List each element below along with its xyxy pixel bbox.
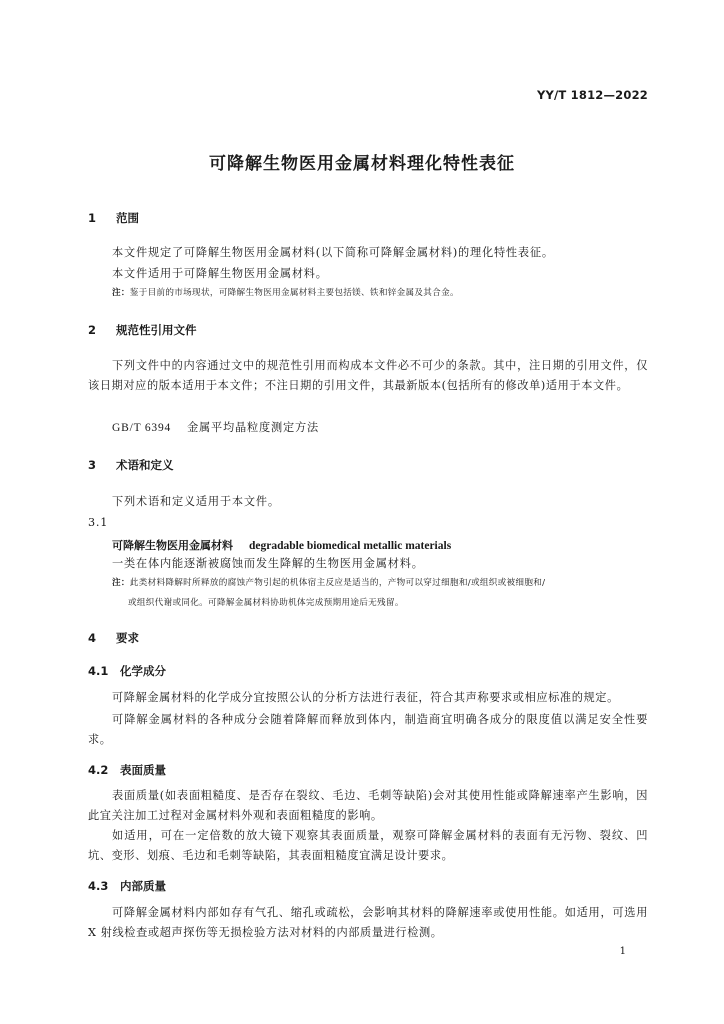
paragraph: 下列术语和定义适用于本文件。 [112,495,280,508]
term-english: degradable biomedical metallic materials [249,540,452,552]
note-label: 注： [112,578,130,588]
section-number: 2 [88,323,97,337]
subsection-4-2-heading [88,762,166,778]
reference-code: GB/T 6394 [112,422,172,434]
subsection-title: 内部质量 [120,879,166,893]
paragraph: 可降解金属材料内部如存有气孔、缩孔或疏松，会影响其材料的降解速率或使用性能。如适用，可选用 X 射线检查或超声探伤等无损检验方法对材料的内部质量进行检测。 [88,906,648,939]
paragraph: 表面质量(如表面粗糙度、是否存在裂纹、毛边、毛刺等缺陷)会对其使用性能或降解速率产生影响，因此宜关注加工过程对金属材料外观和表面粗糙度的影响。 [88,789,648,822]
section-title: 术语和定义 [116,458,174,472]
section-number: 3 [88,458,97,472]
section-title: 规范性引用文件 [116,323,197,337]
standard-number: YY/T 1812—2022 [536,88,648,102]
section-number: 4 [88,631,97,645]
section-3-heading [88,457,174,473]
note [112,286,459,298]
note-continuation: 或组织代谢或同化。可降解金属材料协助机体完成预期用途后无残留。 [128,598,404,608]
normative-reference [112,418,319,438]
section-number: 1 [88,211,97,225]
subsection-title: 表面质量 [120,763,166,777]
term-definition: 一类在体内能逐渐被腐蚀而发生降解的生物医用金属材料。 [112,557,424,570]
subsection-number: 4.2 [88,763,109,777]
paragraph: 如适用，可在一定倍数的放大镜下观察其表面质量，观察可降解金属材料的表面有无污物、裂纹、凹坑、变形、划痕、毛边和毛刺等缺陷，其表面粗糙度宜满足设计要求。 [88,829,648,862]
note-label: 注： [112,288,130,298]
note-text: 鉴于目前的市场现状，可降解生物医用金属材料主要包括镁、铁和锌金属及其合金。 [129,288,459,298]
subsection-title: 化学成分 [120,664,166,678]
note-text: 此类材料降解时所释放的腐蚀产物引起的机体宿主反应是适当的，产物可以穿过细胞和/或组织或被细胞和/ [129,578,546,588]
page-number: 1 [619,946,626,957]
term-number: 3.1 [88,516,109,529]
subsection-number: 4.1 [88,664,109,678]
paragraph: 可降解金属材料的各种成分会随着降解而释放到体内，制造商宜明确各成分的限度值以满足安全性要求。 [88,713,648,746]
section-4-heading [88,630,139,646]
paragraph: 可降解金属材料的化学成分宜按照公认的分析方法进行表征，符合其声称要求或相应标准的规定。 [112,691,619,704]
paragraph: 本文件适用于可降解生物医用金属材料。 [112,267,328,280]
reference-title: 金属平均晶粒度测定方法 [187,421,319,434]
term-entry [112,534,451,553]
subsection-number: 4.3 [88,879,109,893]
section-title: 范围 [116,211,139,225]
paragraph: 本文件规定了可降解生物医用金属材料(以下简称可降解金属材料)的理化特性表征。 [112,246,554,259]
subsection-4-3-heading [88,878,166,894]
term-chinese: 可降解生物医用金属材料 [112,539,233,552]
paragraph: 下列文件中的内容通过文中的规范性引用而构成本文件必不可少的条款。其中，注日期的引用文件，仅该日期对应的版本适用于本文件；不注日期的引用文件，其最新版本(包括所有的修改单)适用于本文件。 [88,359,648,392]
section-title: 要求 [116,631,139,645]
document-title: 可降解生物医用金属材料理化特性表征 [209,154,515,174]
subsection-4-1-heading [88,663,166,679]
section-1-heading [88,210,139,226]
section-2-heading [88,322,197,338]
note [112,576,545,588]
